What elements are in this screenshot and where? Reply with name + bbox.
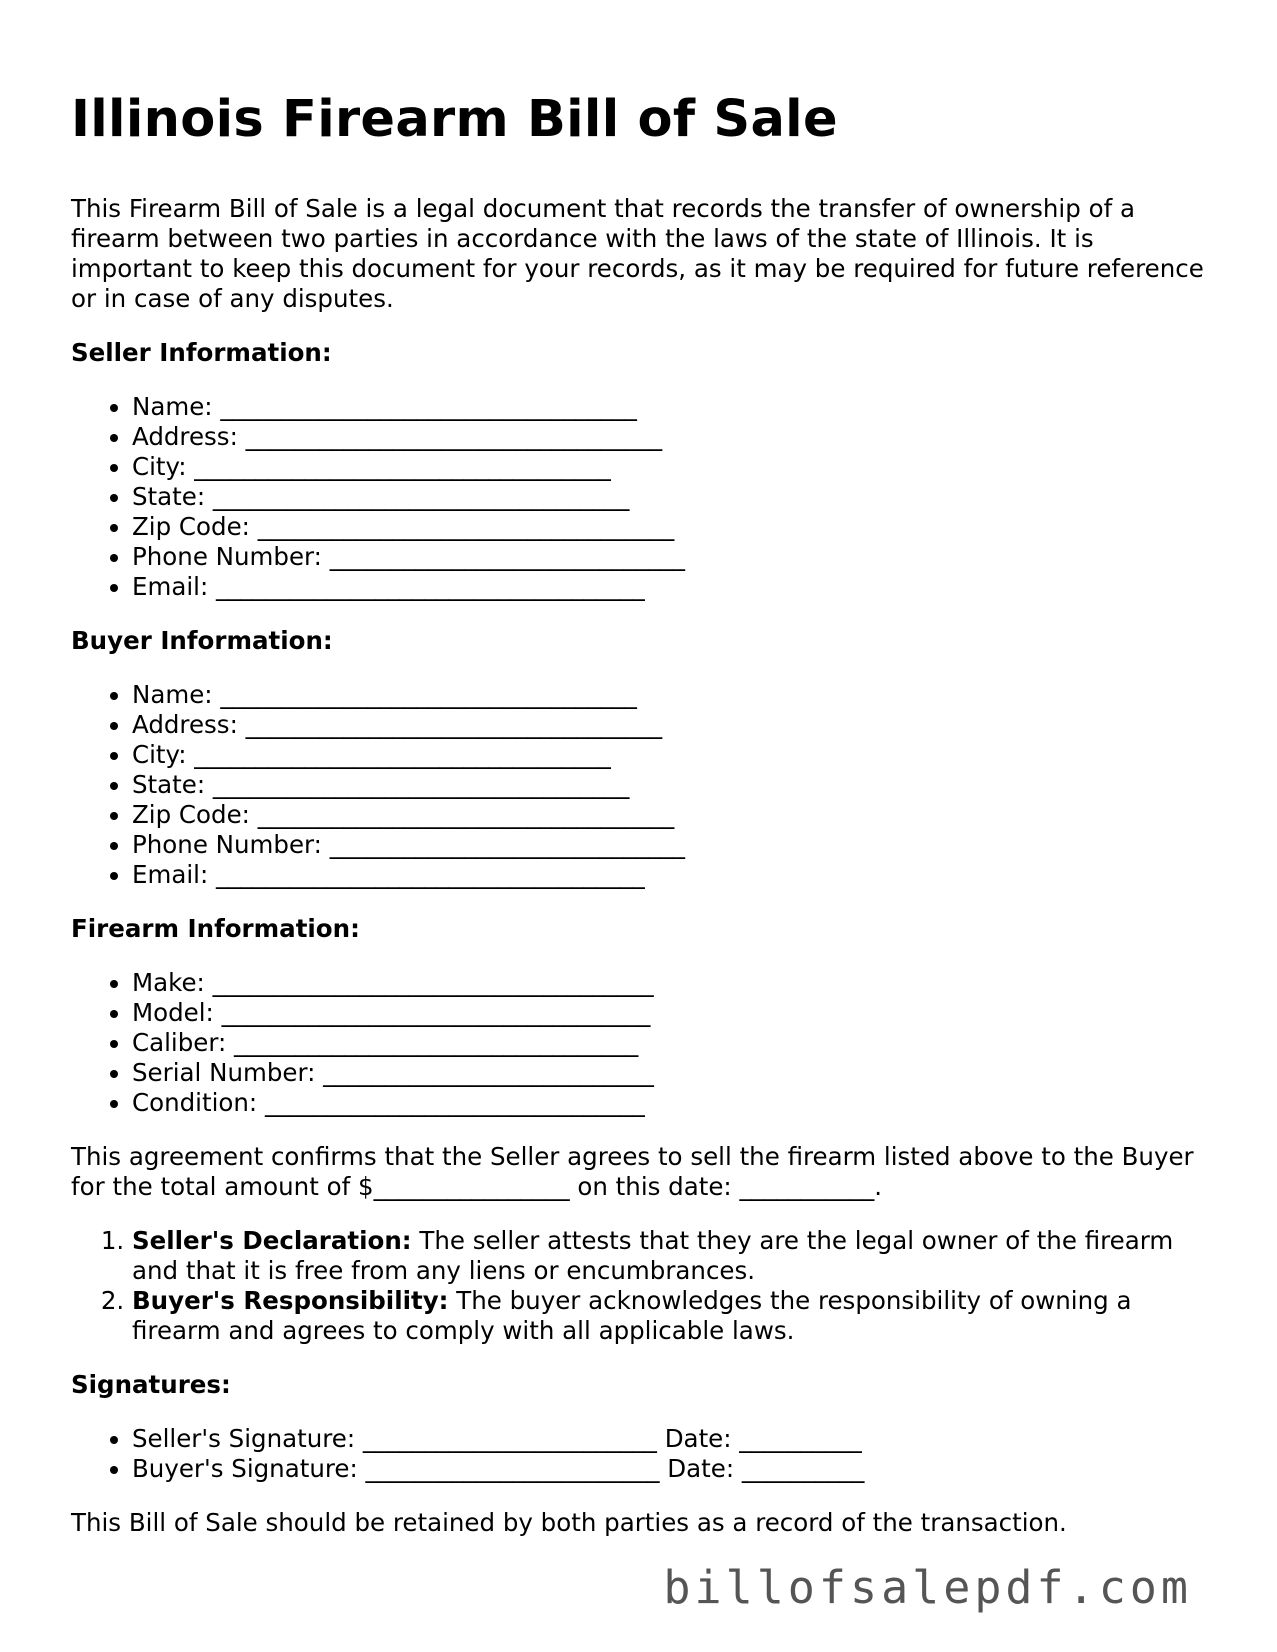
seller-declaration-text: The seller attests that they are the legal owner of the firearm and that it is free from any liens or encumbrances.: [132, 1226, 1174, 1285]
buyer-state-field: • State: __________________________________: [132, 770, 1221, 800]
footer-note: This Bill of Sale should be retained by both parties as a record of the transaction.: [71, 1508, 1067, 1537]
buyer-signature-field: • Buyer's Signature: ________________________ Date: __________: [132, 1454, 1221, 1484]
buyer-responsibility-text: The buyer acknowledges the responsibility of owning a firearm and agrees to comply with all applicable laws.: [132, 1286, 1132, 1345]
firearm-make-field: • Make: ____________________________________: [132, 968, 1221, 998]
seller-email-field: • Email: ___________________________________: [132, 572, 1221, 602]
seller-declaration: [132, 1226, 1221, 1286]
buyer-fields-list: [71, 680, 1221, 890]
seller-signature-field: • Seller's Signature: ________________________ Date: __________: [132, 1424, 1221, 1454]
firearm-serial-field: • Serial Number: ___________________________: [132, 1058, 1221, 1088]
buyer-address-field: • Address: __________________________________: [132, 710, 1221, 740]
seller-zip-field: • Zip Code: __________________________________: [132, 512, 1221, 542]
buyer-heading: Buyer Information:: [71, 626, 333, 655]
buyer-name-field: • Name: __________________________________: [132, 680, 1221, 710]
seller-address-field: • Address: __________________________________: [132, 422, 1221, 452]
watermark-text: billofsalepdf.com: [663, 1561, 1192, 1614]
buyer-city-field: • City: __________________________________: [132, 740, 1221, 770]
intro-paragraph: This Firearm Bill of Sale is a legal document that records the transfer of ownership of a firearm between two parties in accordance with the laws of the state of Illinois. It is important to keep this document for your records, as it may be required for future reference or in case of any disputes.: [71, 194, 1204, 313]
buyer-responsibility: [132, 1286, 1221, 1346]
buyer-phone-field: • Phone Number: _____________________________: [132, 830, 1221, 860]
seller-fields-list: [71, 392, 1221, 602]
seller-city-field: • City: __________________________________: [132, 452, 1221, 482]
agreement-paragraph: This agreement confirms that the Seller agrees to sell the firearm listed above to the Buyer for the total amount of $________________ on this date: ___________.: [71, 1142, 1194, 1201]
seller-declaration-label: Seller's Declaration:: [132, 1226, 412, 1255]
firearm-heading: Firearm Information:: [71, 914, 360, 943]
firearm-fields-list: [71, 968, 1221, 1118]
seller-state-field: • State: __________________________________: [132, 482, 1221, 512]
declarations-list: [71, 1226, 1221, 1346]
buyer-zip-field: • Zip Code: __________________________________: [132, 800, 1221, 830]
firearm-model-field: • Model: ___________________________________: [132, 998, 1221, 1028]
document-title: Illinois Firearm Bill of Sale: [71, 90, 838, 149]
firearm-condition-field: • Condition: _______________________________: [132, 1088, 1221, 1118]
signatures-heading: Signatures:: [71, 1370, 231, 1399]
seller-name-field: • Name: __________________________________: [132, 392, 1221, 422]
firearm-caliber-field: • Caliber: _________________________________: [132, 1028, 1221, 1058]
buyer-responsibility-label: Buyer's Responsibility:: [132, 1286, 449, 1315]
signatures-list: [71, 1424, 1221, 1484]
document-page: [71, 88, 1221, 1538]
buyer-email-field: • Email: ___________________________________: [132, 860, 1221, 890]
seller-heading: Seller Information:: [71, 338, 332, 367]
seller-phone-field: • Phone Number: _____________________________: [132, 542, 1221, 572]
